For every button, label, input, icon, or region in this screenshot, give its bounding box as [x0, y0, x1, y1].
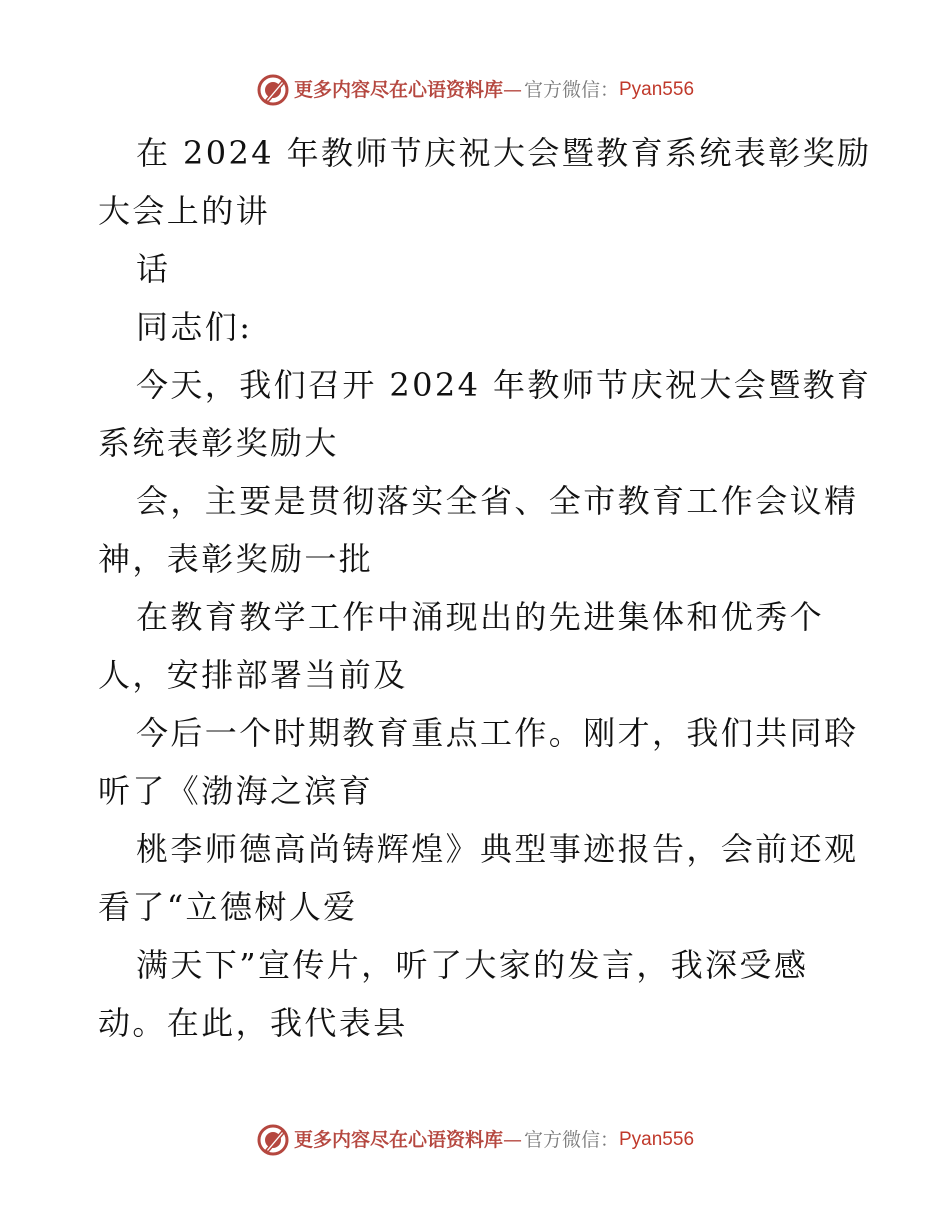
- header-banner: [0, 70, 950, 110]
- text-line: 今后一个时期教育重点工作。刚才，我们共同聆: [136, 714, 859, 752]
- banner-main-text: 更多内容尽在心语资料库: [293, 79, 503, 101]
- text-line: 动。在此，我代表县: [98, 1004, 408, 1042]
- text-line: 在 2024 年教师节庆祝大会暨教育系统表彰奖励: [136, 134, 872, 172]
- footer-banner: [0, 1120, 950, 1160]
- banner-label: 官方微信：: [523, 1129, 619, 1151]
- document-body: [98, 124, 872, 1052]
- text-line: 在教育教学工作中涌现出的先进集体和优秀个: [136, 598, 825, 636]
- text-line: 今天，我们召开 2024 年教师节庆祝大会暨教育: [136, 366, 872, 404]
- text-line: 神，表彰奖励一批: [98, 540, 374, 578]
- text-line: 桃李师德高尚铸辉煌》典型事迹报告，会前还观: [136, 830, 859, 868]
- text-line: 满天下”宣传片，听了大家的发言，我深受感: [136, 946, 809, 984]
- text-line: 同志们:: [136, 308, 253, 346]
- banner-dash: —: [502, 1129, 522, 1151]
- banner-label: 官方微信：: [523, 79, 619, 101]
- text-line: 人，安排部署当前及: [98, 656, 408, 694]
- text-line: 听了《渤海之滨育: [98, 772, 374, 810]
- text-line: 大会上的讲: [98, 192, 271, 230]
- banner-wechat-id: Pyan556: [619, 1129, 695, 1150]
- text-line: 系统表彰奖励大: [98, 424, 339, 462]
- banner-dash: —: [502, 79, 522, 101]
- quill-logo-icon: [256, 73, 290, 107]
- banner-wechat-id: Pyan556: [619, 79, 695, 100]
- text-line: 话: [136, 250, 171, 288]
- text-line: 看了“立德树人爱: [98, 888, 358, 926]
- banner-main-text: 更多内容尽在心语资料库: [293, 1129, 503, 1151]
- quill-logo-icon: [256, 1123, 290, 1157]
- text-line: 会，主要是贯彻落实全省、全市教育工作会议精: [136, 482, 859, 520]
